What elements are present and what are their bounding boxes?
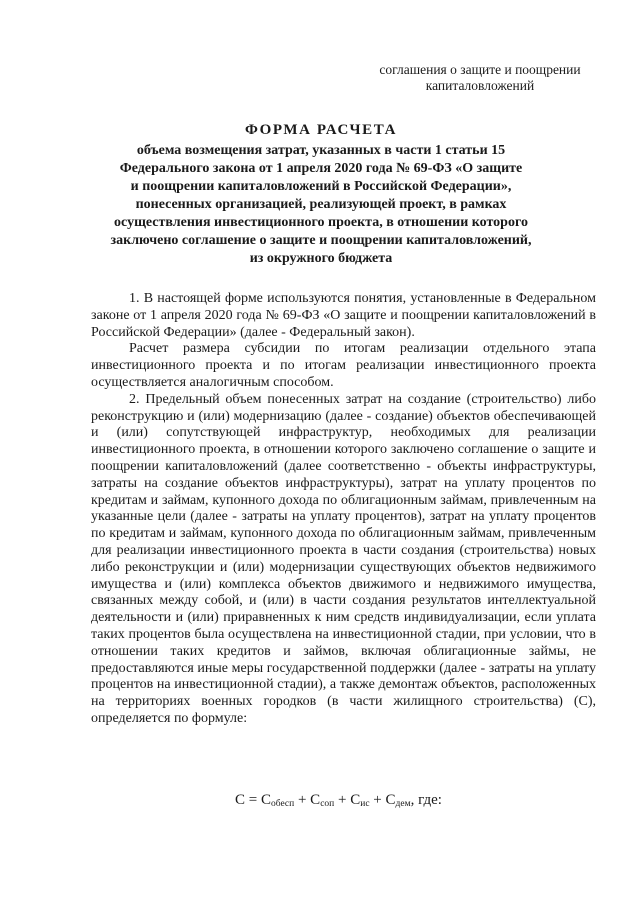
- formula-subscript: ис: [360, 799, 370, 809]
- title-sub-line: и поощрении капиталовложений в Российской Федерации»,: [130, 179, 512, 194]
- title-sub-line: объема возмещения затрат, указанных в части 1 статьи 15: [136, 143, 506, 158]
- formula-subscript: соп: [320, 799, 335, 809]
- formula-term: С: [350, 792, 361, 808]
- formula-operator: +: [369, 792, 386, 808]
- formula-operator: +: [294, 792, 311, 808]
- title-sub-line: Федерального закона от 1 апреля 2020 года № 69-ФЗ «О защите: [119, 161, 523, 176]
- header-note-line-1: соглашения о защите и поощрении: [379, 62, 581, 77]
- document-body: [91, 291, 596, 728]
- title-subtitle: [90, 142, 552, 268]
- formula-tail: , где:: [410, 792, 442, 808]
- title-sub-line: понесенных организацией, реализующей проект, в рамках: [135, 197, 507, 212]
- header-note-line-2: капиталовложений: [425, 78, 535, 93]
- title-sub-line: осуществления инвестиционного проекта, в отношении которого: [114, 215, 528, 230]
- paragraph-3: 2. Предельный объем понесенных затрат на создание (строительство) либо реконструкцию и (или) модернизацию (далее - создание) объектов обеспечивающей и (или) сопутствующей инфраструктур, необходимых для реализации инвестиционного проекта, в отношении которого заключено соглашение о защите и поощрении капиталовложений (далее соответственно - объекты инфраструктуры, затраты на создание объектов инфраструктуры), затрат на уплату процентов по кредитам и займам, купонного дохода по облигационным займам, привлеченным на указанные цели (далее - затраты на уплату процентов), затрат на уплату процентов по кредитам и займам, купонного дохода по облигационным займам, привлеченным для реализации инвестиционного проекта в части создания (строительства) новых либо реконструкции и (или) модернизации существующих объектов недвижимого имущества и (или) комплекса объектов движимого и недвижимого имущества, связанных между собой, и (или) в части создания результатов интеллектуальной деятельности и (или) приравненных к ним средств индивидуализации, если уплата таких процентов была осуществлена на инвестиционной стадии, при условии, что в отношении таких кредитов и займов, включая облигационные займы, не предоставляются иные меры государственной поддержки (далее - затраты на уплату процентов на инвестиционной стадии), а также демонтаж объектов, расположенных на территориях военных городков (в части жилищного строительства) (С), определяется по формуле:: [91, 391, 596, 726]
- formula-lhs: С =: [235, 792, 261, 808]
- document-title: [90, 120, 552, 268]
- paragraph-1: 1. В настоящей форме используются понятия, установленные в Федеральном законе от 1 апреля 2020 года № 69-ФЗ «О защите и поощрении капиталовложений в Российской Федерации» (далее - Федеральный закон).: [91, 291, 596, 340]
- formula-subscript: дем: [395, 799, 411, 809]
- title-sub-line: из окружного бюджета: [249, 251, 393, 266]
- formula-term: С: [260, 792, 271, 808]
- title-main: ФОРМА РАСЧЕТА: [244, 122, 398, 138]
- paragraph-2: Расчет размера субсидии по итогам реализации отдельного этапа инвестиционного проекта и по итогам реализации инвестиционного проекта осуществляется аналогичным способом.: [91, 341, 596, 390]
- title-sub-line: заключено соглашение о защите и поощрении капиталовложений,: [110, 233, 532, 248]
- formula-term: С: [385, 792, 396, 808]
- formula-term: С: [310, 792, 321, 808]
- header-note: [360, 62, 600, 94]
- formula: [235, 792, 442, 809]
- formula-operator: +: [334, 792, 351, 808]
- formula-subscript: обесп: [270, 799, 295, 809]
